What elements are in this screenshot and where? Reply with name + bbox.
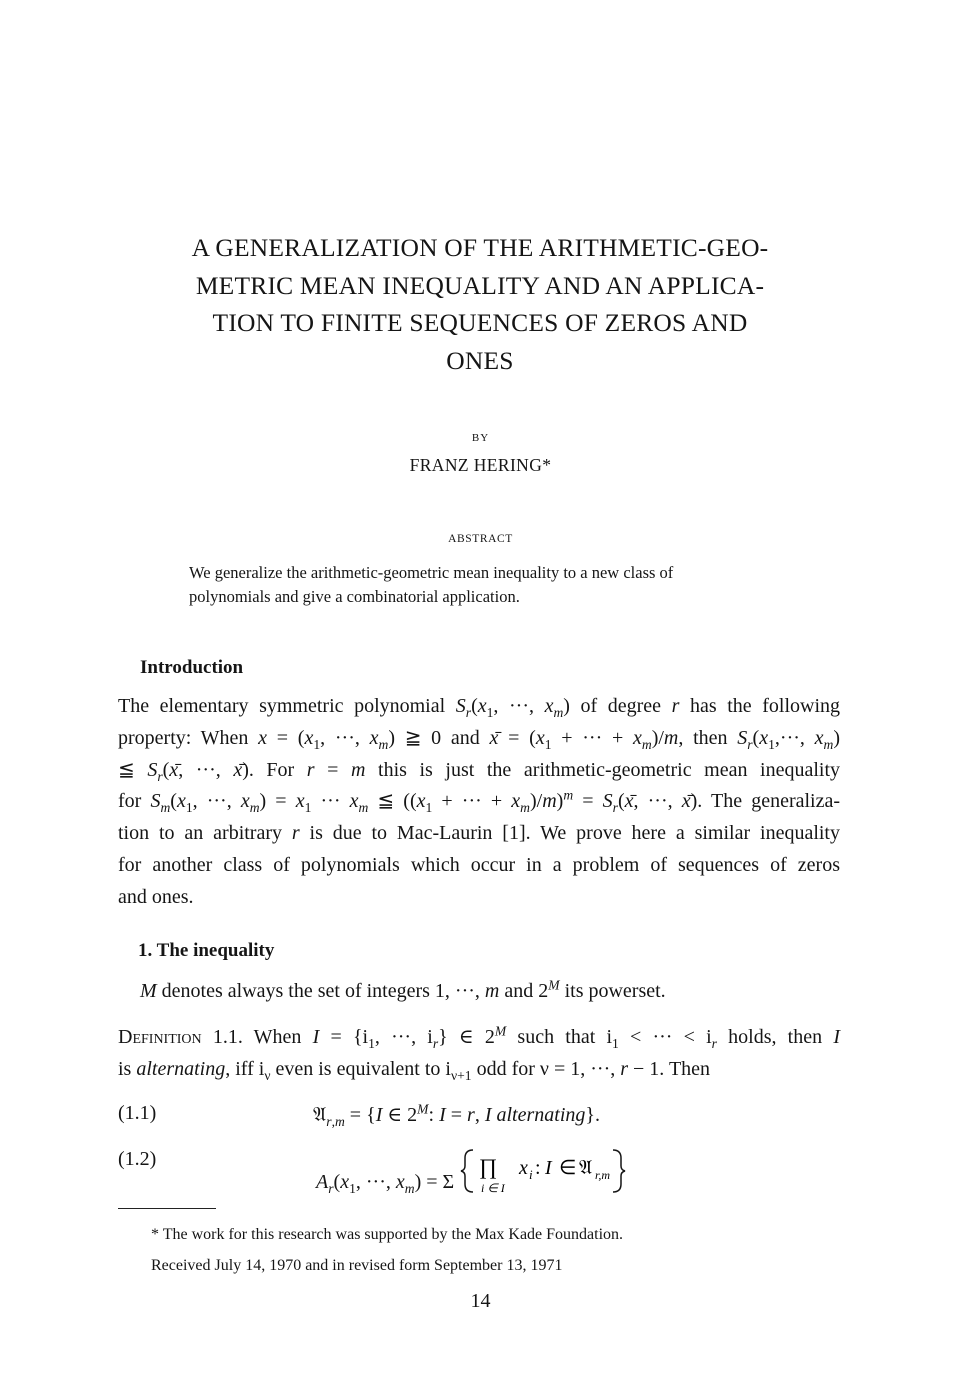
intro-line: tion to an arbitrary r is due to Mac-Laurin [1]. We prove here a similar inequality xyxy=(118,822,840,845)
footnote-received: Received July 14, 1970 and in revised form September 13, 1971 xyxy=(151,1257,563,1274)
svg-text:i: i xyxy=(529,1167,533,1182)
svg-text:x: x xyxy=(519,1157,529,1179)
svg-text:i ∈ I: i ∈ I xyxy=(481,1181,505,1195)
equation-1-1: 𝔄$_{r,m}$ = {I ∈ $2^M$: I = r, I alternating}. xyxy=(313,1101,600,1129)
footnote-funding: * The work for this research was supported by the Max Kade Foundation. xyxy=(151,1226,624,1243)
svg-text:I: I xyxy=(545,1157,552,1179)
equation-number: (1.2) xyxy=(118,1148,157,1170)
m-definition-line: M denotes always the set of integers 1, ···, m and $2^M$ its powerset. xyxy=(140,977,666,1002)
abstract-line: polynomials and give a combinatorial application. xyxy=(189,587,520,606)
by-label: BY xyxy=(471,432,490,444)
section-heading: 1. The inequality xyxy=(138,940,275,961)
definition-text: 1.1. When $I = \{i_1$, ···, $i_r$} ∈ $2^M$ such that $i_1$ < ··· < $i_r$ holds, then I xyxy=(201,1023,840,1051)
abstract-heading: ABSTRACT xyxy=(448,533,513,545)
footnote-rule xyxy=(118,1208,216,1209)
intro-line: property: When $x = (x_1$, ···, $x_m$) ≧ 0 and x̄ = ($x_1$ + ··· + $x_m)/m$, then $S_r(x_1,\cdot\cdot\cdot$, $x_m$) xyxy=(118,726,841,752)
intro-line: for $S_m(x_1$, ···, $x_m) = x_1$ ··· $x_m$ ≦ (($x_1$ + ··· + $x_m)/m)^m$ = $S_r(x̄$, ···, x̄). The generaliza- xyxy=(118,787,841,816)
abstract-line: We generalize the arithmetic-geometric mean inequality to a new class of xyxy=(189,563,674,582)
equation-1-2-body-graphic xyxy=(461,1148,647,1194)
svg-text:∏: ∏ xyxy=(479,1154,498,1179)
equation-number: (1.1) xyxy=(118,1102,157,1124)
paper-title xyxy=(130,229,830,379)
intro-line: for another class of polynomials which occur in a problem of sequences of zeros xyxy=(118,853,840,876)
svg-text:∈: ∈ xyxy=(559,1157,577,1179)
introduction-heading: Introduction xyxy=(140,657,244,678)
title-line: TION TO FINITE SEQUENCES OF ZEROS AND xyxy=(212,308,748,337)
intro-line: ≦ $S_r(x̄$, ···, x̄). For r = m this is just the arithmetic-geometric mean inequality xyxy=(118,758,840,784)
intro-line: The elementary symmetric polynomial $S_r(x_1$, ···, $x_m$) of degree r has the following xyxy=(118,695,841,720)
title-line: ONES xyxy=(446,345,514,375)
definition-line xyxy=(118,1022,840,1054)
title-line: METRIC MEAN INEQUALITY AND AN APPLICA- xyxy=(195,270,765,300)
intro-line: and ones. xyxy=(118,885,194,908)
equation-1-2-set xyxy=(461,1148,647,1194)
title-line: A GENERALIZATION OF THE ARITHMETIC-GEO- xyxy=(191,233,769,262)
equation-1-2 xyxy=(316,1148,647,1194)
author-name: FRANZ HERING* xyxy=(409,455,552,475)
definition-line: is alternating, iff $i_\nu$ even is equivalent to $i_{\nu+1}$ odd for ν = 1, ···, r − 1. Then xyxy=(118,1057,711,1083)
equation-1-2-lhs: $A_r(x_1$, ···, $x_m) = \Sigma$ xyxy=(316,1171,455,1196)
definition-paragraph xyxy=(118,1022,840,1086)
abstract-text xyxy=(189,561,779,609)
svg-text:𝔄: 𝔄 xyxy=(579,1157,593,1179)
introduction-paragraph xyxy=(118,691,840,914)
svg-text::: : xyxy=(535,1157,541,1179)
definition-label: Definition xyxy=(118,1026,202,1048)
page-number: 14 xyxy=(470,1290,491,1312)
svg-text:r,m: r,m xyxy=(595,1168,611,1182)
